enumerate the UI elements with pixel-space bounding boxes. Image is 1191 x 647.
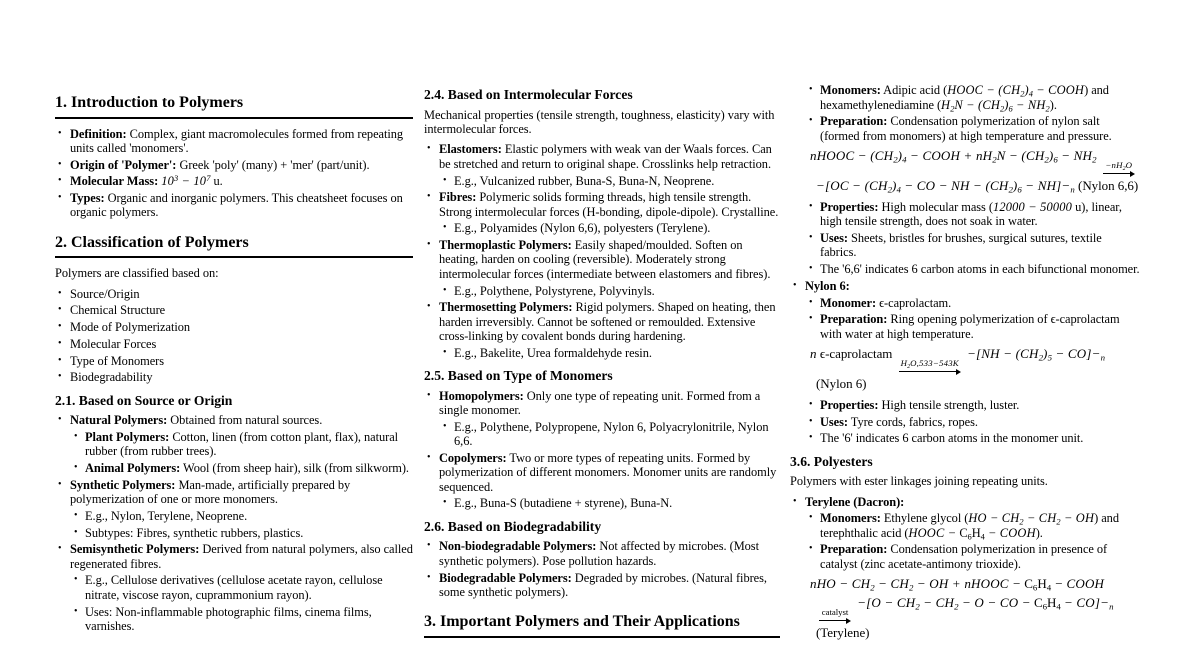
bullet-item: • Definition: Complex, giant macromolecules formed from repeating units called 'monomers'. [55, 127, 413, 156]
bullet-item: • Monomers: Ethylene glycol $(HO - CH_2 - CH_2 - OH)$ and terephthalic acid (HOOC − $C_6H_4$ − COOH). [790, 511, 1141, 540]
bullet-item: • Monomer: ϵ-caprolactam. [790, 296, 1141, 310]
bullet-item: • Fibres: Polymeric solids forming threads, high tensile strength. Strong intermolecular forces (H-bonding, dipole-dipole). Crystalline. [424, 190, 780, 219]
bullet-item: • Molecular Mass: $10^3 - 10^7$ u. [55, 174, 413, 188]
bullet-item [790, 495, 1141, 509]
bullet-item: • Properties: High tensile strength, luster. [790, 398, 1141, 412]
reaction-arrow-icon [819, 607, 851, 624]
term-label: Preparation: [820, 542, 888, 557]
bullet-item: • Uses: Sheets, bristles for brushes, surgical sutures, textile fabrics. [790, 231, 1141, 260]
reaction-condition-label [1103, 160, 1134, 170]
subsection-heading: 2.5. Based on Type of Monomers [424, 368, 613, 384]
subsection-heading: 2.6. Based on Biodegradability [424, 518, 602, 534]
math-expression: $-[O - CH_2 - CH_2 - O$ − CO − [857, 595, 1031, 612]
bullet-item: • Copolymers: Two or more types of repeating units. Formed by polymerization of different monomers. Monomer units are randomly sequenced. [424, 451, 780, 494]
math-expression: $H_2O,533-543K$ [900, 357, 959, 370]
math-expression: $10^3 - 10^7$ [161, 173, 211, 189]
section-heading: 3. Important Polymers and Their Applications [424, 612, 780, 638]
bullet-item: • Non-biodegradable Polymers: Not affected by microbes. (Most synthetic polymers). Pose pollution hazards. [424, 539, 780, 568]
term-label: Thermosetting Polymers: [439, 300, 573, 315]
bullet-item: • Elastomers: Elastic polymers with weak van der Waals forces. Can be stretched and return to original shape. Crosslinks help retraction. [424, 142, 780, 171]
term-label: Uses: [820, 231, 848, 246]
bullet-item: • Natural Polymers: Obtained from natural sources. [55, 413, 413, 427]
term-label: Molecular Mass: [70, 174, 159, 189]
bullet-item: • Semisynthetic Polymers: Derived from natural polymers, also called regenerated fibres. [55, 542, 413, 571]
math-expression: nHOOC − $(CH_2)_4$ − COOH + $nH_2N - (CH_2)_6 - NH_2$ [810, 148, 1097, 165]
bullet-item: • The '6,6' indicates 6 carbon atoms in each bifunctional monomer. [790, 262, 1141, 276]
term-label: Semisynthetic Polymers: [70, 542, 200, 557]
bullet-item [790, 279, 1141, 293]
bullet-item: • Monomers: Adipic acid (HOOC − $(CH_2)_4$ − COOH) and hexamethylenediamine $(H_2N - (CH_2)_6 - NH_2)$. [790, 83, 1141, 112]
term-label: Preparation: [820, 114, 888, 129]
bullet-item: • Properties: High molecular mass (12000 − 50000 u), linear, high tensile strength, does not soak in water. [790, 200, 1141, 229]
math-expression: HOOC − [908, 525, 957, 540]
math-expression: $-nH_2O$ [1105, 160, 1133, 172]
chemical-equation: n ϵ-caprolactam $H_2O,533-543K$ $-[NH - (CH_2)_5 - CO]-_n$ (Nylon 6) [810, 346, 1105, 392]
bullet-item: • E.g., Polyamides (Nylon 6,6), polyesters (Terylene). [424, 221, 780, 235]
bullet-item: • Origin of 'Polymer': Greek 'poly' (many) + 'mer' (part/unit). [55, 158, 413, 172]
term-label: Thermoplastic Polymers: [439, 238, 572, 253]
bullet-item: • Molecular Forces [55, 337, 413, 351]
math-expression: COOH [1066, 576, 1105, 592]
bullet-item: • Biodegradability [55, 370, 413, 384]
subsection-heading: 3.6. Polyesters [790, 453, 873, 469]
bullet-item: • Uses: Non-inflammable photographic films, cinema films, varnishes. [55, 605, 413, 634]
term-label: Animal Polymers: [85, 461, 181, 476]
paragraph: Polymers are classified based on: [55, 266, 219, 281]
bullet-item: • Thermosetting Polymers: Rigid polymers. Shaped on heating, then harden irreversibly. Cannot be softened or remoulded. Extensive cross-linking by covalent bonds during hardening. [424, 300, 780, 343]
bullet-item: • Homopolymers: Only one type of repeating unit. Formed from a single monomer. [424, 389, 780, 418]
term-label: Copolymers: [439, 450, 507, 465]
reaction-arrow-icon [1103, 160, 1135, 177]
term-label: Preparation: [820, 312, 888, 327]
bullet-item: • Uses: Tyre cords, fabrics, ropes. [790, 415, 1141, 429]
bullet-item: • E.g., Bakelite, Urea formaldehyde resin. [424, 346, 780, 360]
math-expression: HOOC − $(CH_2)_4$ − COOH [947, 83, 1085, 99]
term-label: Natural Polymers: [70, 413, 168, 428]
term-label: Synthetic Polymers: [70, 477, 176, 492]
bullet-item: • Biodegradable Polymers: Degraded by microbes. (Natural fibres, some synthetic polymers). [424, 571, 780, 600]
bullet-item: • Subtypes: Fibres, synthetic rubbers, plastics. [55, 526, 413, 540]
bullet-item: • Synthetic Polymers: Man-made, artificially prepared by polymerization of one or more monomers. [55, 478, 413, 507]
term-label: Homopolymers: [439, 388, 524, 403]
term-label: Monomer: [820, 295, 877, 310]
bullet-item: • Chemical Structure [55, 303, 413, 317]
term-label: Properties: [820, 397, 879, 412]
subsection-heading: 2.4. Based on Intermolecular Forces [424, 87, 633, 102]
term-label: Non-biodegradable Polymers: [439, 539, 597, 554]
term-label: Terylene (Dacron): [805, 494, 905, 509]
bullet-item: • Plant Polymers: Cotton, linen (from cotton plant, flax), natural rubber (from rubber trees). [55, 430, 413, 459]
bullet-item: • Thermoplastic Polymers: Easily shaped/moulded. Soften on heating, harden on cooling (reversible). Moderately strong intermolecular forces (intermediate between elastomers and fibres). [424, 238, 780, 281]
term-label: Uses: [820, 414, 848, 429]
term-label: Elastomers: [439, 142, 502, 157]
term-label: Plant Polymers: [85, 429, 170, 444]
math-expression: 12000 − 50000 [992, 199, 1073, 214]
bullet-item: • E.g., Polythene, Polypropene, Nylon 6, Polyacrylonitrile, Nylon 6,6. [424, 420, 780, 449]
subsection-heading: 2.1. Based on Source or Origin [55, 392, 233, 408]
term-label: Monomers: [820, 83, 881, 98]
bullet-item: • Preparation: Ring opening polymerization of ϵ-caprolactam with water at high temperature. [790, 312, 1141, 341]
term-label: Definition: [70, 126, 127, 141]
math-expression: − COOH [987, 525, 1036, 540]
reaction-condition-label [899, 358, 961, 368]
bullet-item: • Preparation: Condensation polymerization of nylon salt (formed from monomers) at high temperature and pressure. [790, 114, 1141, 143]
column-1 [55, 0, 413, 636]
chemical-equation: nHOOC − $(CH_2)_4$ − COOH + $nH_2N - (CH_2)_6 - NH_2$ $-nH_2O$ $-[OC - (CH_2)_4$ − CO − NH − $(CH_2)_6 - NH]-_n$ (Nylon 6,6) [810, 148, 1139, 195]
math-expression: − $CO]-_n$ [1063, 595, 1114, 612]
bullet-item: • E.g., Cellulose derivatives (cellulose acetate rayon, cellulose nitrate, viscose rayon, cuprammonium rayon). [55, 573, 413, 602]
bullet-item: • Animal Polymers: Wool (from sheep hair), silk (from silkworm). [55, 461, 413, 475]
column-3 [790, 0, 1141, 647]
term-label: Origin of 'Polymer': [70, 157, 177, 172]
bullet-item: • E.g., Nylon, Terylene, Neoprene. [55, 509, 413, 523]
bullet-item: • Types: Organic and inorganic polymers. This cheatsheet focuses on organic polymers. [55, 191, 413, 220]
math-expression: nHO − $CH_2 - CH_2$ − OH + nHOOC − [810, 576, 1022, 593]
reaction-condition-label: catalyst [821, 606, 849, 617]
chemical-equation: nHO − $CH_2 - CH_2$ − OH + nHOOC − $C_6H_4$ − COOH catalyst $-[O - CH_2 - CH_2 - O$ − CO − $C_6H_4 - CO]-_n$ (Terylene) [810, 576, 1114, 641]
bullet-item: • Source/Origin [55, 287, 413, 301]
bullet-item: • E.g., Polythene, Polystyrene, Polyvinyls. [424, 284, 780, 298]
term-label: Properties: [820, 199, 879, 214]
paragraph: Polymers with ester linkages joining repeating units. [790, 474, 1048, 489]
paragraph: Mechanical properties (tensile strength, toughness, elasticity) vary with intermolecular forces. [424, 107, 775, 136]
bullet-item: • Type of Monomers [55, 354, 413, 368]
bullet-item: • Preparation: Condensation polymerization in presence of catalyst (zinc acetate-antimony trioxide). [790, 542, 1141, 571]
math-expression: $H_2N - (CH_2)_6 - NH_2$ [941, 97, 1050, 114]
bullet-item: • E.g., Vulcanized rubber, Buna-S, Buna-N, Neoprene. [424, 174, 780, 188]
term-label: Biodegradable Polymers: [439, 570, 572, 585]
column-2 [424, 0, 780, 646]
term-label: Fibres: [439, 190, 477, 205]
section-heading: 2. Classification of Polymers [55, 233, 413, 259]
bullet-item: • E.g., Buna-S (butadiene + styrene), Buna-N. [424, 496, 780, 510]
bullet-item: • The '6' indicates 6 carbon atoms in the monomer unit. [790, 431, 1141, 445]
term-label: Monomers: [820, 511, 881, 526]
math-expression: $-[NH - (CH_2)_5 - CO]-_n$ [967, 346, 1105, 363]
section-heading: 1. Introduction to Polymers [55, 93, 413, 119]
math-expression: n [810, 346, 817, 362]
math-expression: HO − $CH_2 - CH_2$ − OH [968, 511, 1095, 527]
term-label: Nylon 6: [805, 278, 850, 293]
reaction-arrow-icon [899, 358, 961, 375]
math-expression: $-[OC - (CH_2)_4$ − CO − NH − $(CH_2)_6 - NH]-_n$ [816, 178, 1075, 195]
math-expression: − [1054, 576, 1064, 592]
bullet-item: • Mode of Polymerization [55, 320, 413, 334]
term-label: Types: [70, 191, 105, 206]
